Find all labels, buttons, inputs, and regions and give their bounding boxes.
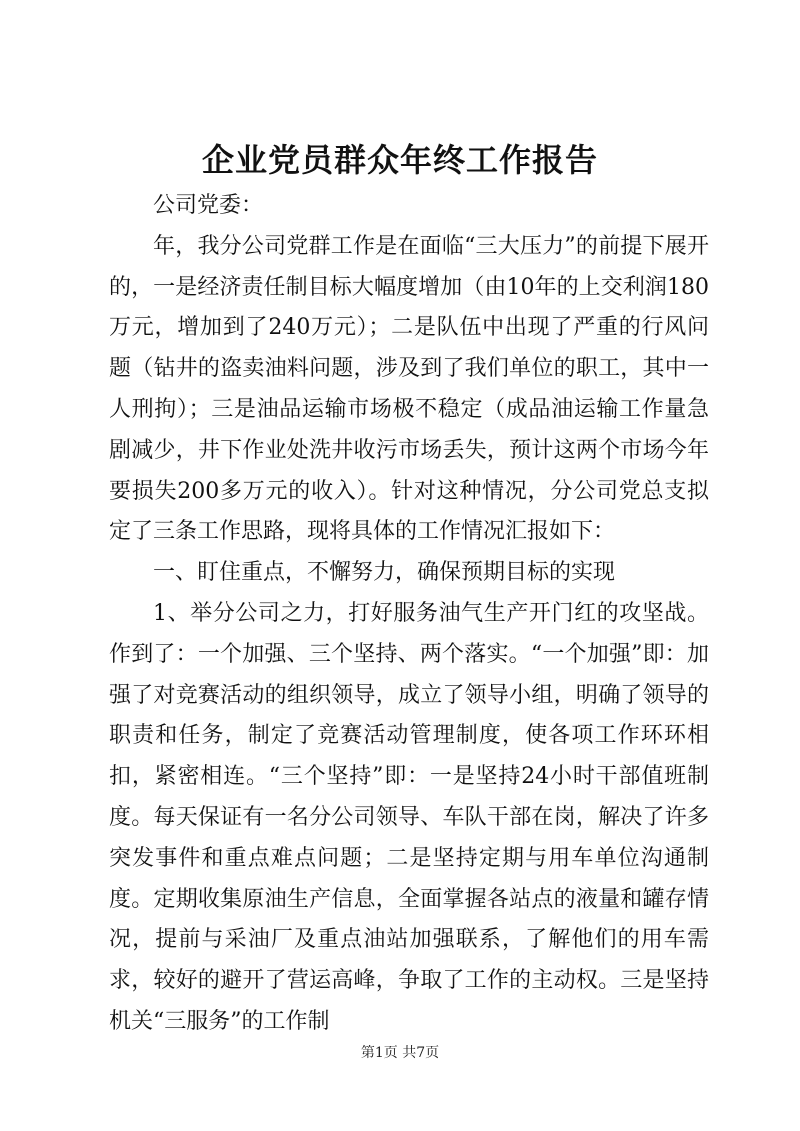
body-paragraph: 年，我分公司党群工作是在面临“三大压力”的前提下展开的，一是经济责任制目标大幅度增加（由10年的上交利润180万元，增加到了240万元）；二是队伍中出现了严重的行风问题（钻井的盗卖油料问题，涉及到了我们单位的职工，其中一人刑拘）；三是油品运输市场极不稳定（成品油运输工作量急剧减少，井下作业处洗井收污市场丢失，预计这两个市场今年要损失200多万元的收入）。针对这种情况，分公司党总支拟定了三条工作思路，现将具体的工作情况汇报如下： [109,233,709,545]
page-number-footer: 第1页 共7页 [360,1045,440,1061]
document-title: 企业党员群众年终工作报告 [201,141,598,179]
document-body [109,186,709,1043]
salutation: 公司党委： [153,193,264,218]
section-heading: 一、盯住重点，不懈努力，确保预期目标的实现 [153,560,616,586]
body-paragraph: 1、举分公司之力，打好服务油气生产开门红的攻坚战。作到了：一个加强、三个坚持、两个落实。“一个加强”即：加强了对竞赛活动的组织领导，成立了领导小组，明确了领导的职责和任务，制定了竞赛活动管理制度，使各项工作环环相扣，紧密相连。“三个坚持”即：一是坚持24小时干部值班制度。每天保证有一名分公司领导、车队干部在岗，解决了许多突发事件和重点难点问题；二是坚持定期与用车单位沟通制度。定期收集原油生产信息，全面掌握各站点的液量和罐存情况，提前与采油厂及重点油站加强联系，了解他们的用车需求，较好的避开了营运高峰，争取了工作的主动权。三是坚持机关“三服务”的工作制 [109,600,709,1034]
